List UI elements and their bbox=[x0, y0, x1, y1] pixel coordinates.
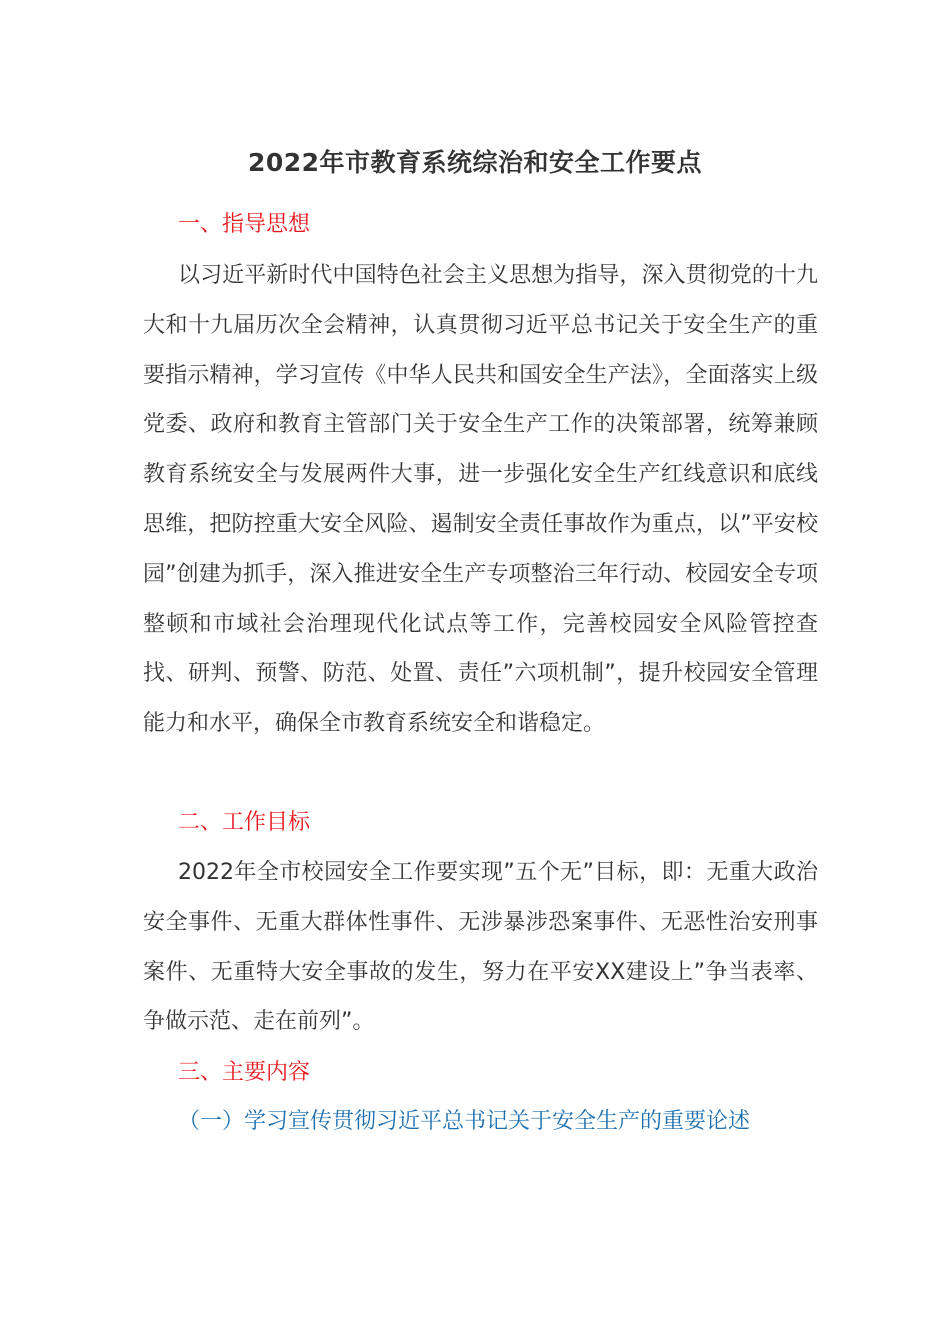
section-heading-main-content: 三、主要内容 bbox=[178, 1060, 311, 1085]
subsection-heading-study-publicize: （一）学习宣传贯彻习近平总书记关于安全生产的重要论述 bbox=[178, 1109, 751, 1134]
section-paragraph-guiding-ideology: 以习近平新时代中国特色社会主义思想为指导，深入贯彻党的十九大和十九届历次全会精神，认真贯彻习近平总书记关于安全生产的重要指示精神，学习宣传《中华人民共和国安全生产法》，全面落实上级党委、政府和教育主管部门关于安全生产工作的决策部署，统筹兼顾教育系统安全与发展两件大事，进一步强化安全生产红线意识和底线思维，把防控重大安全风险、遏制安全责任事故作为重点，以”平安校园”创建为抓手，深入推进安全生产专项整治三年行动、校园安全专项整顿和市域社会治理现代化试点等工作，完善校园安全风险管控查找、研判、预警、防范、处置、责任”六项机制”，提升校园安全管理能力和水平，确保全市教育系统安全和谐稳定。 bbox=[143, 263, 818, 737]
section-heading-guiding-ideology: 一、指导思想 bbox=[178, 212, 311, 237]
section-heading-work-goals: 二、工作目标 bbox=[178, 810, 311, 835]
document-title: 2022年市教育系统综治和安全工作要点 bbox=[247, 148, 703, 177]
section-paragraph-work-goals: 2022年全市校园安全工作要实现”五个无”目标，即：无重大政治安全事件、无重大群体性事件、无涉暴涉恐案事件、无恶性治安刑事案件、无重特大安全事故的发生，努力在平安XX建设上”争当表率、争做示范、走在前列”。 bbox=[143, 860, 818, 1035]
